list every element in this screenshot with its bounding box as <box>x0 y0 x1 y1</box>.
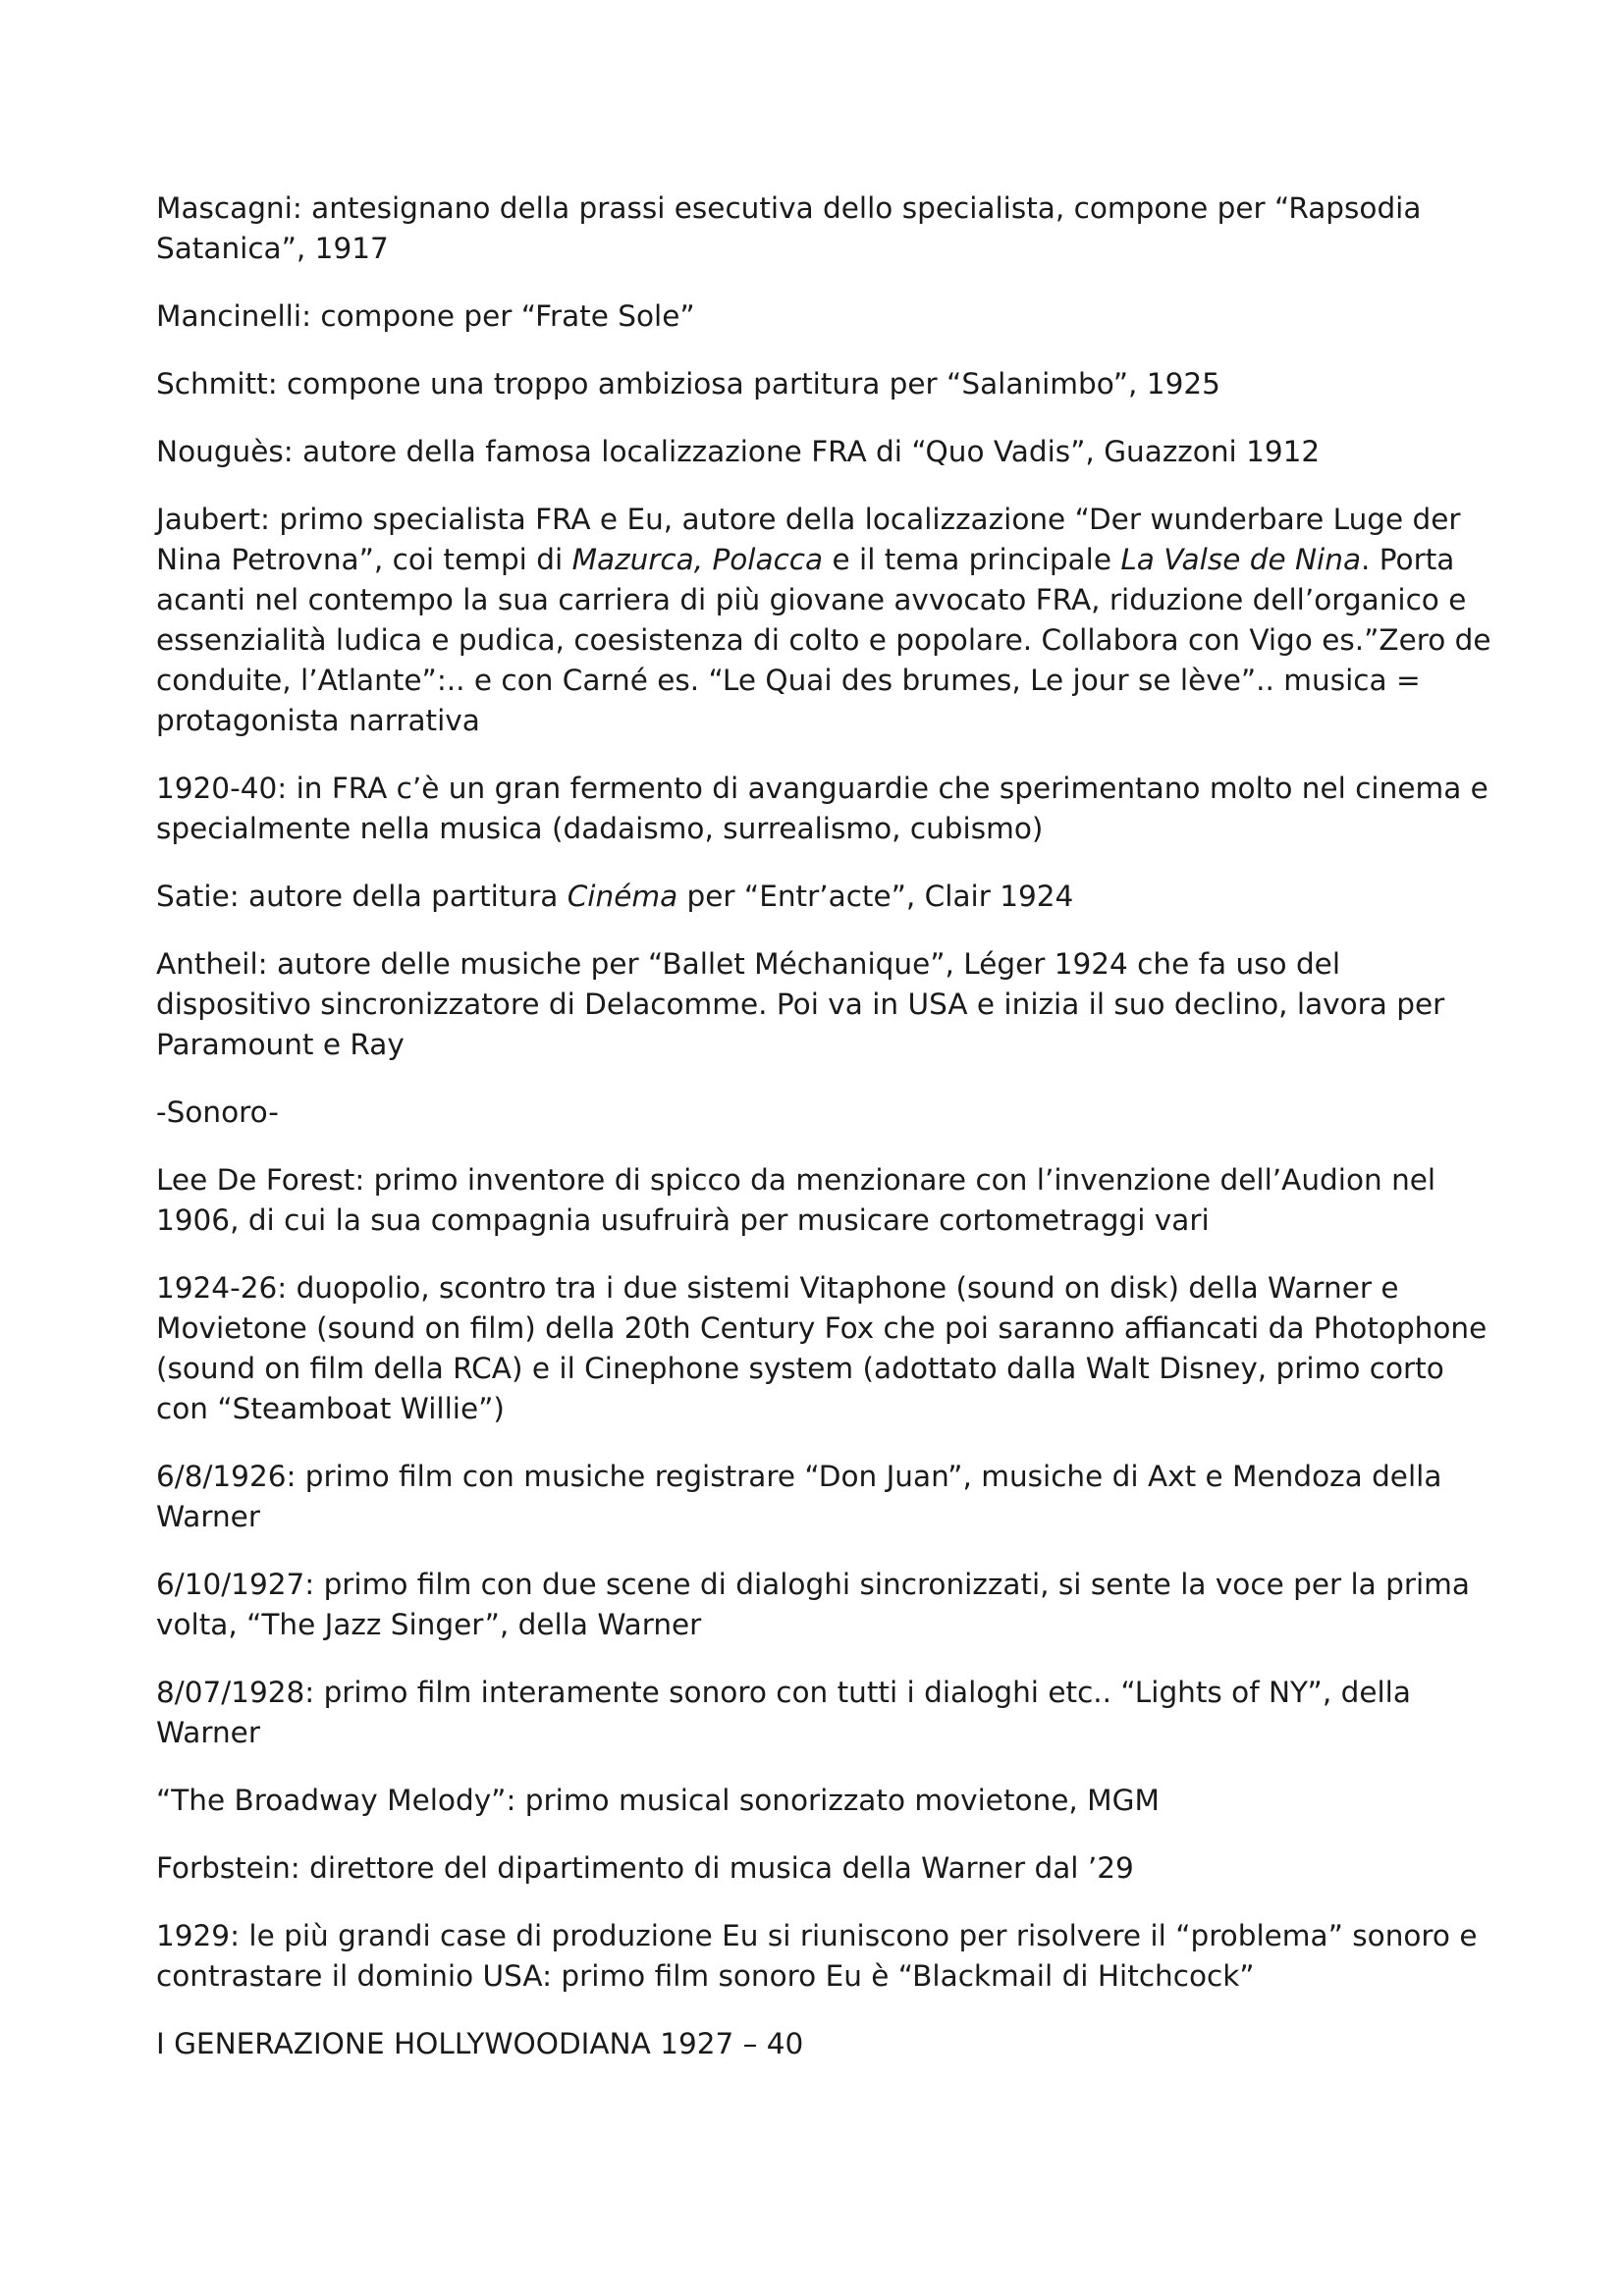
paragraph <box>156 500 1491 741</box>
paragraph <box>156 1268 1491 1429</box>
italic-text: La Valse de Nina <box>1120 543 1362 576</box>
document-page <box>156 188 1491 2092</box>
paragraph <box>156 188 1491 269</box>
paragraph-text: 6/8/1926: primo film con musiche registrare “Don Juan”, musiche di Axt e Mendoza della Warner <box>156 1460 1442 1533</box>
paragraph-text: Jaubert: primo specialista FRA e Eu, autore della localizzazione “Der wunderbare Luge der Nina Petrovna”, coi tempi di <box>156 503 1461 576</box>
paragraph-text: . Porta acanti nel contempo la sua carriera di più giovane avvocato FRA, riduzione dell’organico e essenzialità ludica e pudica, coesistenza di colto e popolare. Collabora con Vigo es.”Zero de conduite, l’Atlante”:.. e con Carné es. “Le Quai des brumes, Le jour se lève”.. musica = protagonista narrativa <box>156 543 1491 737</box>
paragraph-text: e il tema principale <box>823 543 1121 576</box>
paragraph <box>156 1457 1491 1537</box>
paragraph-text: Satie: autore della partitura <box>156 880 568 913</box>
paragraph <box>156 296 1491 337</box>
paragraph-text: 1924-26: duopolio, scontro tra i due sistemi Vitaphone (sound on disk) della Warner e Movietone (sound on film) della 20th Century Fox che poi saranno affiancati da Photophone (sound on film della RCA) e il Cinephone system (adottato dalla Walt Disney, primo corto con “Steamboat Willie”) <box>156 1271 1488 1425</box>
paragraph-text: 6/10/1927: primo film con due scene di dialoghi sincronizzati, si sente la voce per la prima volta, “The Jazz Singer”, della Warner <box>156 1568 1470 1641</box>
paragraph-text: Nouguès: autore della famosa localizzazione FRA di “Quo Vadis”, Guazzoni 1912 <box>156 435 1321 468</box>
paragraph <box>156 944 1491 1065</box>
paragraph <box>156 432 1491 472</box>
paragraph-text: 8/07/1928: primo film interamente sonoro con tutti i dialoghi etc.. “Lights of NY”, della Warner <box>156 1676 1411 1749</box>
paragraph <box>156 1781 1491 1821</box>
paragraph-text: Antheil: autore delle musiche per “Ballet Méchanique”, Léger 1924 che fa uso del dispositivo sincronizzatore di Delacomme. Poi va in USA e inizia il suo declino, lavora per Paramount e Ray <box>156 947 1445 1061</box>
paragraph-text: Forbstein: direttore del dipartimento di musica della Warner dal ’29 <box>156 1851 1134 1885</box>
paragraph <box>156 364 1491 404</box>
paragraph <box>156 1565 1491 1645</box>
paragraph <box>156 1093 1491 1133</box>
paragraph-text: 1920-40: in FRA c’è un gran fermento di avanguardie che sperimentano molto nel cinema e specialmente nella musica (dadaismo, surrealismo, cubismo) <box>156 772 1488 845</box>
paragraph-text: Mancinelli: compone per “Frate Sole” <box>156 299 695 333</box>
paragraph-text: Mascagni: antesignano della prassi esecutiva dello specialista, compone per “Rapsodia Satanica”, 1917 <box>156 191 1422 265</box>
italic-text: Cinéma <box>567 880 678 913</box>
paragraph-text: Schmitt: compone una troppo ambiziosa partitura per “Salanimbo”, 1925 <box>156 367 1220 400</box>
paragraph-text: I GENERAZIONE HOLLYWOODIANA 1927 – 40 <box>156 2027 804 2060</box>
paragraph-text: -Sonoro- <box>156 1095 279 1129</box>
paragraph <box>156 1848 1491 1889</box>
paragraph <box>156 2024 1491 2064</box>
paragraph-text: 1929: le più grandi case di produzione Eu si riuniscono per risolvere il “problema” sonoro e contrastare il dominio USA: primo film sonoro Eu è “Blackmail di Hitchcock” <box>156 1919 1478 1993</box>
paragraph <box>156 877 1491 917</box>
paragraph <box>156 769 1491 849</box>
paragraph <box>156 1916 1491 1997</box>
paragraph-text: Lee De Forest: primo inventore di spicco da menzionare con l’invenzione dell’Audion nel 1906, di cui la sua compagnia usufruirà per musicare cortometraggi vari <box>156 1163 1436 1237</box>
paragraph <box>156 1673 1491 1753</box>
paragraph-text: per “Entr’acte”, Clair 1924 <box>677 880 1074 913</box>
italic-text: Mazurca, Polacca <box>571 543 824 576</box>
paragraph <box>156 1160 1491 1241</box>
paragraph-text: “The Broadway Melody”: primo musical sonorizzato movietone, MGM <box>156 1784 1160 1817</box>
